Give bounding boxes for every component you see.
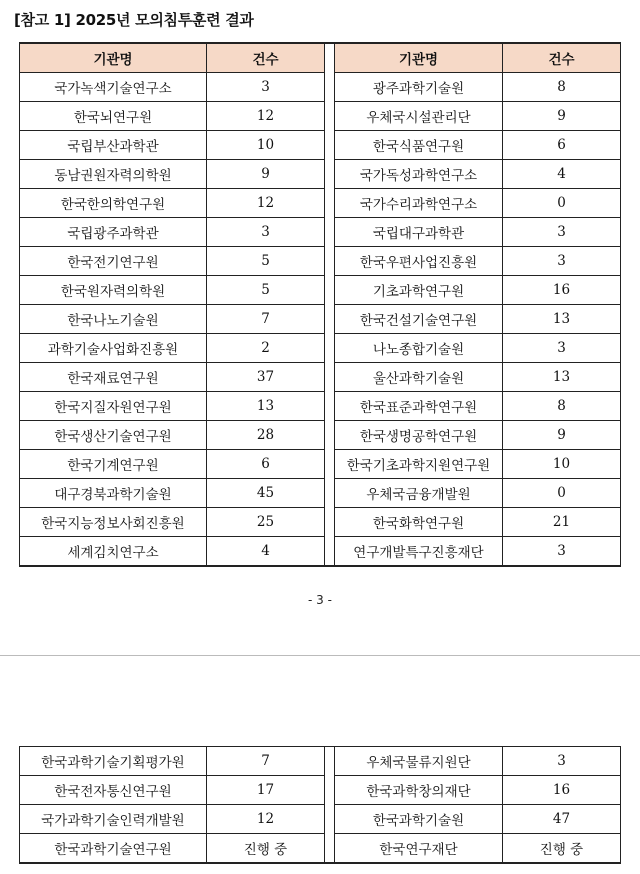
institution-name-cell: 국립부산과학관 (20, 131, 207, 160)
institution-name-cell: 국가녹색기술연구소 (20, 73, 207, 102)
count-cell: 4 (503, 160, 621, 189)
institution-name-cell: 한국표준과학연구원 (335, 392, 503, 421)
institution-name-cell: 우체국금융개발원 (335, 479, 503, 508)
count-cell: 25 (207, 508, 325, 537)
count-cell: 10 (207, 131, 325, 160)
count-cell: 5 (207, 276, 325, 305)
institution-name-cell: 국가독성과학연구소 (335, 160, 503, 189)
table-header-row (20, 43, 621, 73)
table-row (20, 363, 621, 392)
institution-name-cell: 대구경북과학기술원 (20, 479, 207, 508)
institution-name-cell: 국가과학기술인력개발원 (20, 805, 207, 834)
header-count: 건수 (207, 43, 325, 73)
institution-name-cell: 한국화학연구원 (335, 508, 503, 537)
institution-name-cell: 한국생산기술연구원 (20, 421, 207, 450)
table-body-top (20, 73, 621, 567)
count-cell: 13 (503, 363, 621, 392)
institution-name-cell: 국가수리과학연구소 (335, 189, 503, 218)
count-cell: 9 (207, 160, 325, 189)
institution-name-cell: 연구개발특구진흥재단 (335, 537, 503, 567)
table-row (20, 537, 621, 567)
table-row (20, 508, 621, 537)
institution-name-cell: 기초과학연구원 (335, 276, 503, 305)
column-gap (325, 73, 335, 102)
institution-name-cell: 울산과학기술원 (335, 363, 503, 392)
institution-name-cell: 한국재료연구원 (20, 363, 207, 392)
institution-name-cell: 한국기계연구원 (20, 450, 207, 479)
page-number: - 3 - (308, 593, 332, 607)
table-row (20, 247, 621, 276)
table-row (20, 160, 621, 189)
count-cell: 3 (207, 218, 325, 247)
results-table-top (19, 42, 621, 567)
results-table-bottom (19, 746, 621, 864)
count-cell: 3 (207, 73, 325, 102)
institution-name-cell: 한국연구재단 (335, 834, 503, 864)
count-cell: 7 (207, 747, 325, 776)
count-cell: 45 (207, 479, 325, 508)
count-cell: 13 (503, 305, 621, 334)
count-cell: 6 (503, 131, 621, 160)
header-institution: 기관명 (20, 43, 207, 73)
table-row (20, 102, 621, 131)
count-cell: 3 (503, 334, 621, 363)
column-gap (325, 218, 335, 247)
count-cell: 6 (207, 450, 325, 479)
institution-name-cell: 한국과학기술연구원 (20, 834, 207, 864)
column-gap (325, 747, 335, 776)
institution-name-cell: 한국건설기술연구원 (335, 305, 503, 334)
column-gap (325, 189, 335, 218)
column-gap (325, 479, 335, 508)
institution-name-cell: 한국지능정보사회진흥원 (20, 508, 207, 537)
institution-name-cell: 한국기초과학지원연구원 (335, 450, 503, 479)
count-cell: 10 (503, 450, 621, 479)
column-gap (325, 247, 335, 276)
count-cell: 37 (207, 363, 325, 392)
count-cell: 진행 중 (503, 834, 621, 864)
table-row (20, 479, 621, 508)
institution-name-cell: 한국우편사업진흥원 (335, 247, 503, 276)
table-row (20, 276, 621, 305)
count-cell: 2 (207, 334, 325, 363)
count-cell: 17 (207, 776, 325, 805)
column-gap (325, 392, 335, 421)
count-cell: 16 (503, 776, 621, 805)
column-gap (325, 131, 335, 160)
institution-name-cell: 우체국물류지원단 (335, 747, 503, 776)
table-row (20, 131, 621, 160)
table-body-bottom (20, 747, 621, 864)
table-row (20, 305, 621, 334)
count-cell: 진행 중 (207, 834, 325, 864)
table-row (20, 450, 621, 479)
column-gap (325, 363, 335, 392)
column-gap (325, 160, 335, 189)
header-count-right: 건수 (503, 43, 621, 73)
table-row (20, 834, 621, 864)
column-gap (325, 834, 335, 864)
count-cell: 9 (503, 102, 621, 131)
header-institution-right: 기관명 (335, 43, 503, 73)
count-cell: 16 (503, 276, 621, 305)
institution-name-cell: 세계김치연구소 (20, 537, 207, 567)
count-cell: 12 (207, 805, 325, 834)
institution-name-cell: 국립광주과학관 (20, 218, 207, 247)
count-cell: 12 (207, 102, 325, 131)
institution-name-cell: 한국원자력의학원 (20, 276, 207, 305)
institution-name-cell: 나노종합기술원 (335, 334, 503, 363)
column-gap (325, 334, 335, 363)
institution-name-cell: 한국식품연구원 (335, 131, 503, 160)
count-cell: 13 (207, 392, 325, 421)
institution-name-cell: 동남권원자력의학원 (20, 160, 207, 189)
table-row (20, 421, 621, 450)
column-gap (325, 450, 335, 479)
column-gap (325, 776, 335, 805)
table-row (20, 747, 621, 776)
count-cell: 0 (503, 189, 621, 218)
institution-name-cell: 한국전기연구원 (20, 247, 207, 276)
count-cell: 0 (503, 479, 621, 508)
column-gap (325, 276, 335, 305)
table-row (20, 189, 621, 218)
column-gap (325, 537, 335, 567)
institution-name-cell: 한국과학기술원 (335, 805, 503, 834)
table-row (20, 73, 621, 102)
column-gap (325, 43, 335, 73)
column-gap (325, 102, 335, 131)
institution-name-cell: 한국과학창의재단 (335, 776, 503, 805)
institution-name-cell: 한국지질자원연구원 (20, 392, 207, 421)
institution-name-cell: 과학기술사업화진흥원 (20, 334, 207, 363)
institution-name-cell: 한국전자통신연구원 (20, 776, 207, 805)
count-cell: 8 (503, 73, 621, 102)
count-cell: 7 (207, 305, 325, 334)
institution-name-cell: 한국한의학연구원 (20, 189, 207, 218)
column-gap (325, 421, 335, 450)
page-break-divider (0, 655, 640, 656)
count-cell: 3 (503, 747, 621, 776)
count-cell: 21 (503, 508, 621, 537)
institution-name-cell: 한국과학기술기획평가원 (20, 747, 207, 776)
table-row (20, 218, 621, 247)
column-gap (325, 805, 335, 834)
table-row (20, 392, 621, 421)
column-gap (325, 508, 335, 537)
institution-name-cell: 국립대구과학관 (335, 218, 503, 247)
count-cell: 12 (207, 189, 325, 218)
count-cell: 5 (207, 247, 325, 276)
institution-name-cell: 한국나노기술원 (20, 305, 207, 334)
institution-name-cell: 한국뇌연구원 (20, 102, 207, 131)
count-cell: 28 (207, 421, 325, 450)
institution-name-cell: 광주과학기술원 (335, 73, 503, 102)
institution-name-cell: 우체국시설관리단 (335, 102, 503, 131)
count-cell: 3 (503, 537, 621, 567)
count-cell: 3 (503, 247, 621, 276)
count-cell: 4 (207, 537, 325, 567)
institution-name-cell: 한국생명공학연구원 (335, 421, 503, 450)
table-row (20, 776, 621, 805)
column-gap (325, 305, 335, 334)
page-title: [참고 1] 2025년 모의침투훈련 결과 (14, 11, 254, 29)
count-cell: 9 (503, 421, 621, 450)
table-row (20, 805, 621, 834)
table-row (20, 334, 621, 363)
count-cell: 3 (503, 218, 621, 247)
count-cell: 47 (503, 805, 621, 834)
count-cell: 8 (503, 392, 621, 421)
